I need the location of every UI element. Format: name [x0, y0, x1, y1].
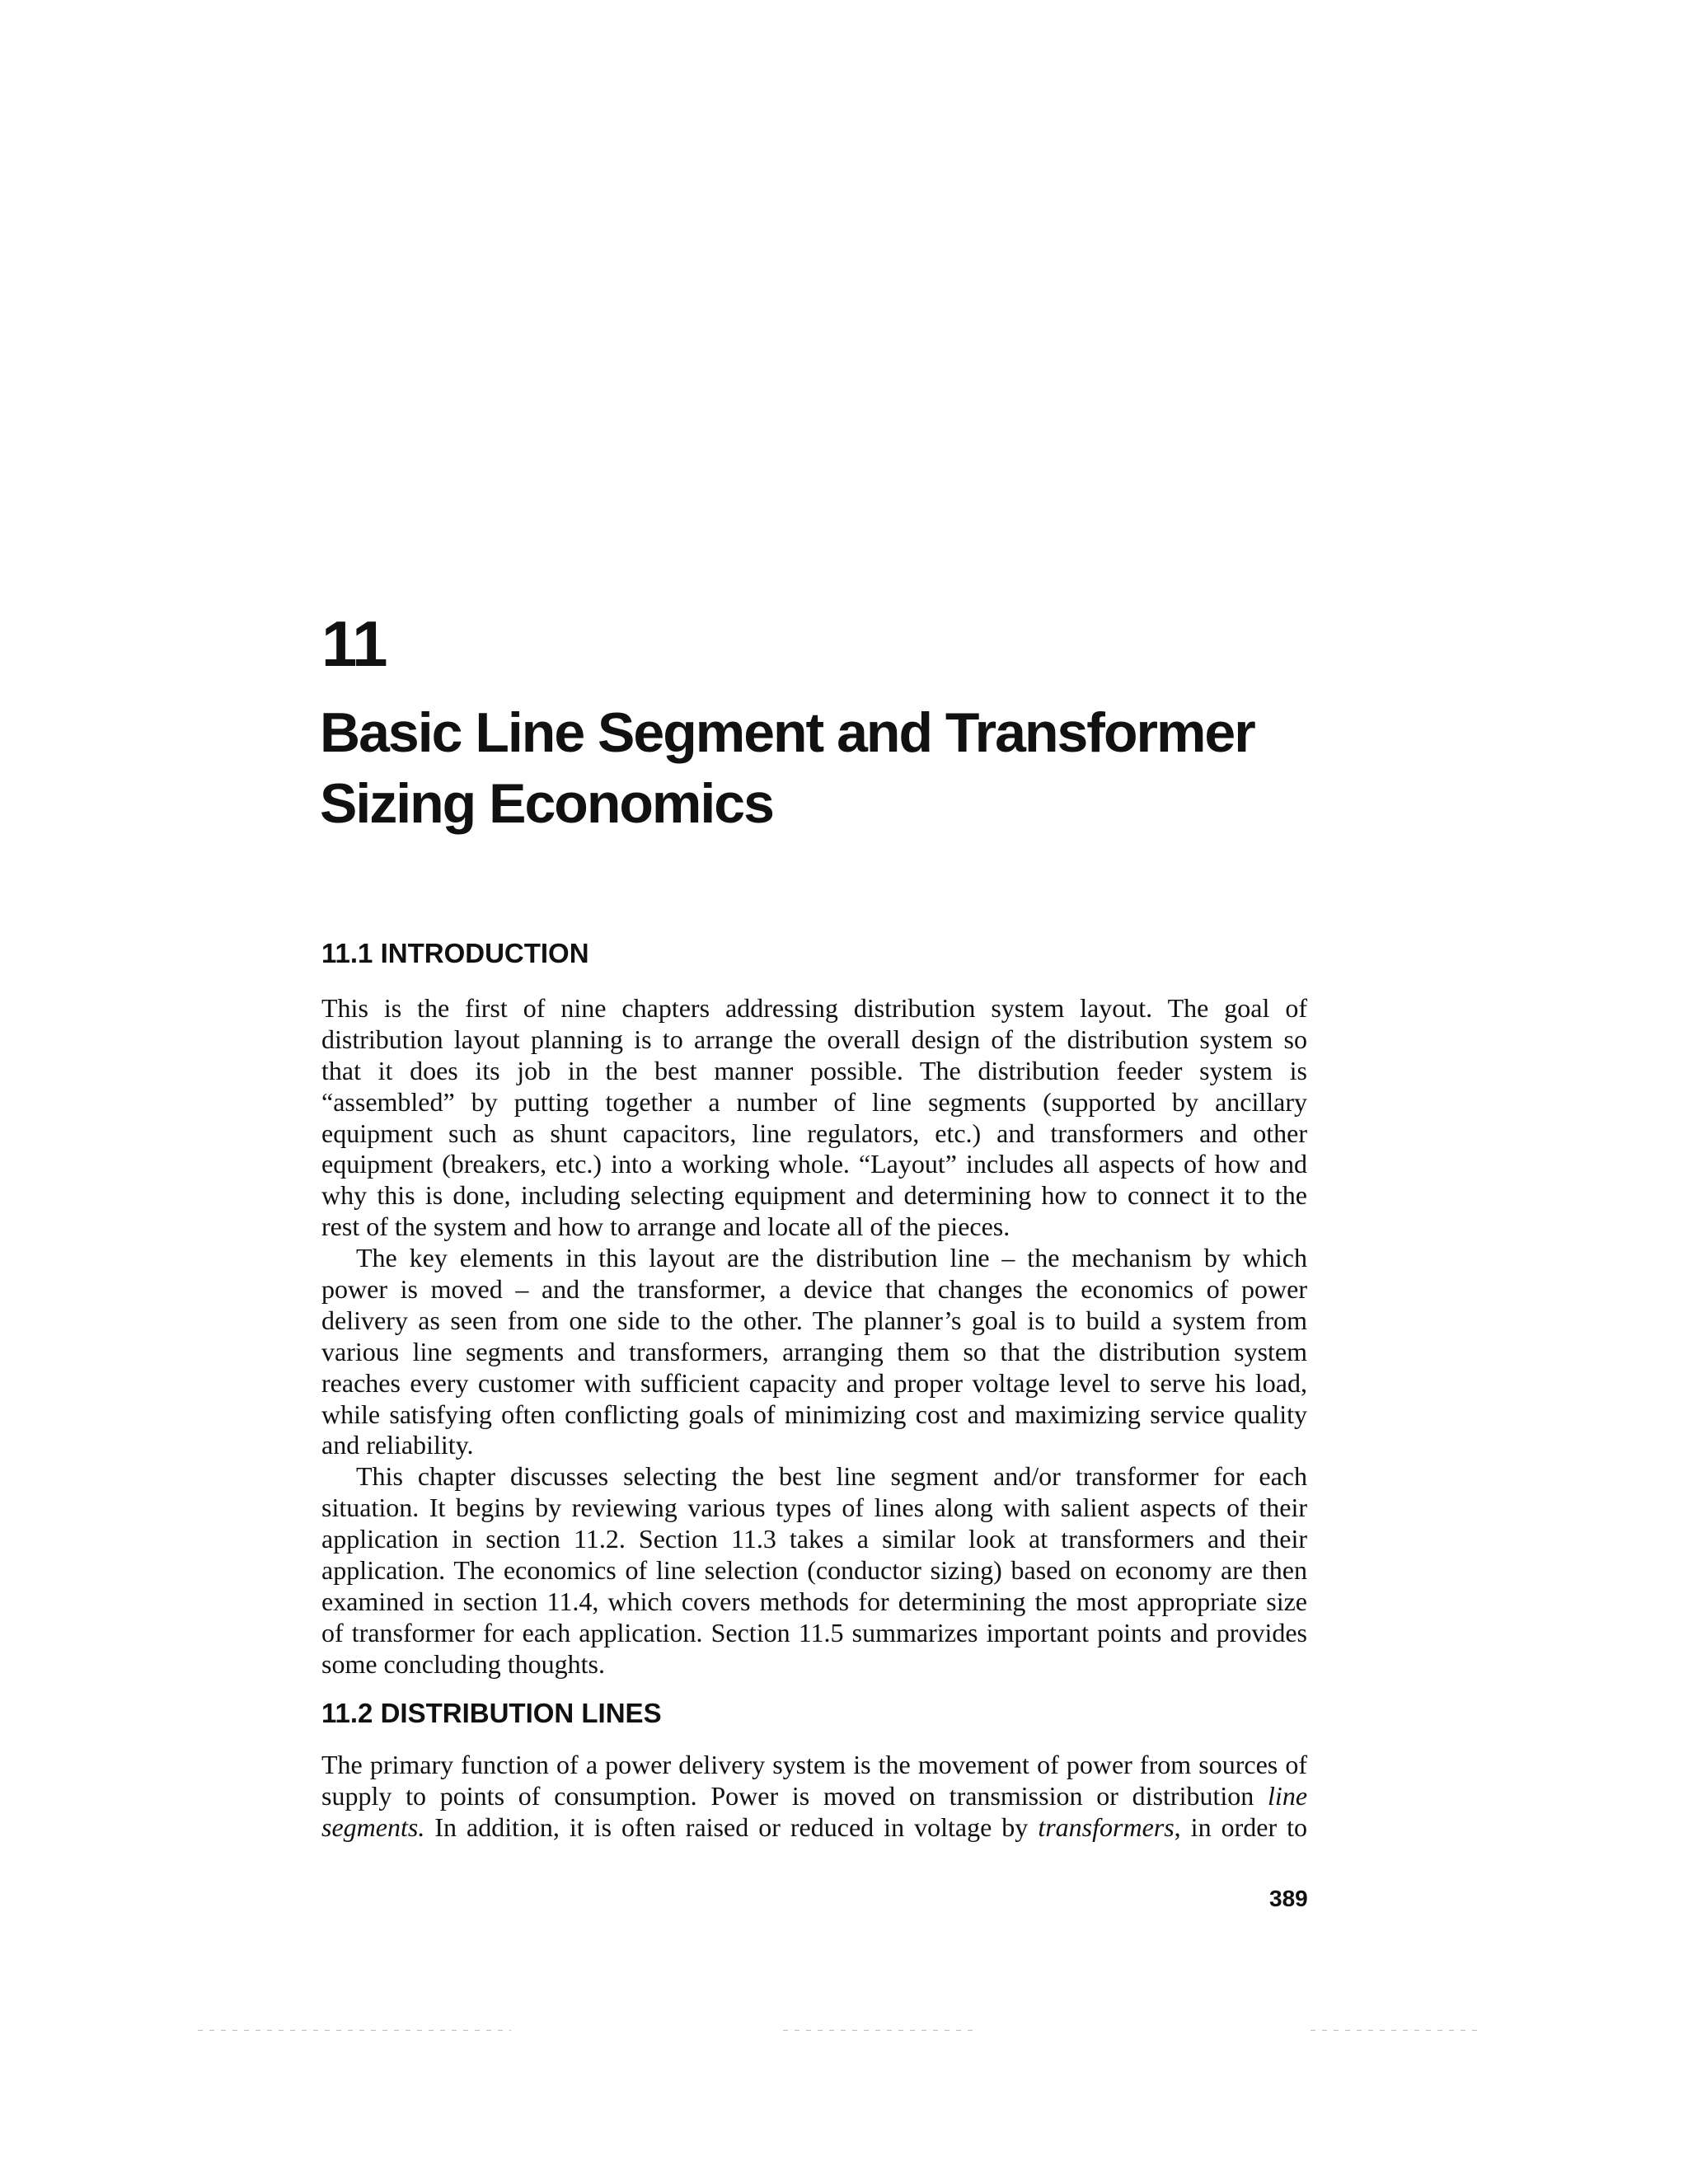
chapter-title-line-2: Sizing Economics	[320, 772, 773, 835]
text-fragment: , in order to	[1174, 1811, 1308, 1842]
text-line: This is the first of nine chapters addressing distribution system layout. The goal of	[321, 993, 1307, 1023]
text-line: power is moved – and the transformer, a device that changes the economics of power	[321, 1274, 1307, 1305]
text-line: rest of the system and how to arrange and locate all of the pieces.	[321, 1212, 1010, 1242]
text-line: that it does its job in the best manner possible. The distribution feeder system is	[321, 1055, 1307, 1085]
text-line: application in section 11.2. Section 11.3 takes a similar look at transformers and their	[321, 1524, 1307, 1554]
scan-edge-mark	[1311, 2030, 1484, 2031]
text-line: delivery as seen from one side to the other. The planner’s goal is to build a system from	[321, 1305, 1307, 1335]
emphasis-line: line	[1268, 1780, 1308, 1811]
text-line: “assembled” by putting together a number of line segments (supported by ancillary	[321, 1086, 1307, 1117]
introduction-body	[321, 993, 1307, 1680]
text-fragment: supply to points of consumption. Power is moved on transmission or distribution	[321, 1780, 1254, 1811]
text-line: of transformer for each application. Section 11.5 summarizes important points and provides	[321, 1617, 1307, 1647]
text-line: various line segments and transformers, arranging them so that the distribution system	[321, 1336, 1307, 1366]
text-line: situation. It begins by reviewing various types of lines along with salient aspects of their	[321, 1493, 1307, 1523]
text-line: equipment (breakers, etc.) into a working whole. “Layout” includes all aspects of how and	[321, 1149, 1307, 1179]
text-line: This chapter discusses selecting the best line segment and/or transformer for each	[356, 1461, 1307, 1492]
emphasis-segments: segments.	[321, 1811, 425, 1842]
chapter-title	[320, 697, 1391, 839]
scan-edge-mark	[198, 2030, 511, 2031]
text-line: reaches every customer with sufficient capacity and proper voltage level to serve his load,	[321, 1367, 1307, 1398]
text-line: application. The economics of line selection (conductor sizing) based on economy are then	[321, 1555, 1307, 1586]
text-line: examined in section 11.4, which covers methods for determining the most appropriate size	[321, 1586, 1307, 1616]
text-line	[321, 1812, 1307, 1844]
chapter-title-line-1: Basic Line Segment and Transformer	[320, 701, 1254, 764]
text-line: The primary function of a power delivery system is the movement of power from sources of	[321, 1750, 1307, 1779]
text-line: why this is done, including selecting equipment and determining how to connect it to the	[321, 1180, 1307, 1211]
section-heading-distribution-lines: 11.2 DISTRIBUTION LINES	[321, 1698, 662, 1728]
distribution-lines-body	[321, 1750, 1307, 1844]
text-line: and reliability.	[321, 1430, 474, 1460]
emphasis-transformers: transformers	[1038, 1811, 1175, 1842]
text-line: some concluding thoughts.	[321, 1648, 605, 1679]
page-number: 389	[1269, 1886, 1308, 1911]
chapter-number: 11	[321, 607, 387, 680]
scan-edge-mark	[783, 2030, 973, 2031]
section-heading-introduction: 11.1 INTRODUCTION	[321, 938, 589, 968]
text-line: distribution layout planning is to arrange the overall design of the distribution system so	[321, 1024, 1307, 1054]
text-line	[321, 1781, 1307, 1812]
text-fragment: In addition, it is often raised or reduced in voltage by	[424, 1811, 1039, 1842]
text-line: while satisfying often conflicting goals of minimizing cost and maximizing service quality	[321, 1399, 1307, 1429]
text-line: equipment such as shunt capacitors, line regulators, etc.) and transformers and other	[321, 1118, 1307, 1148]
text-line: The key elements in this layout are the distribution line – the mechanism by which	[356, 1243, 1307, 1273]
